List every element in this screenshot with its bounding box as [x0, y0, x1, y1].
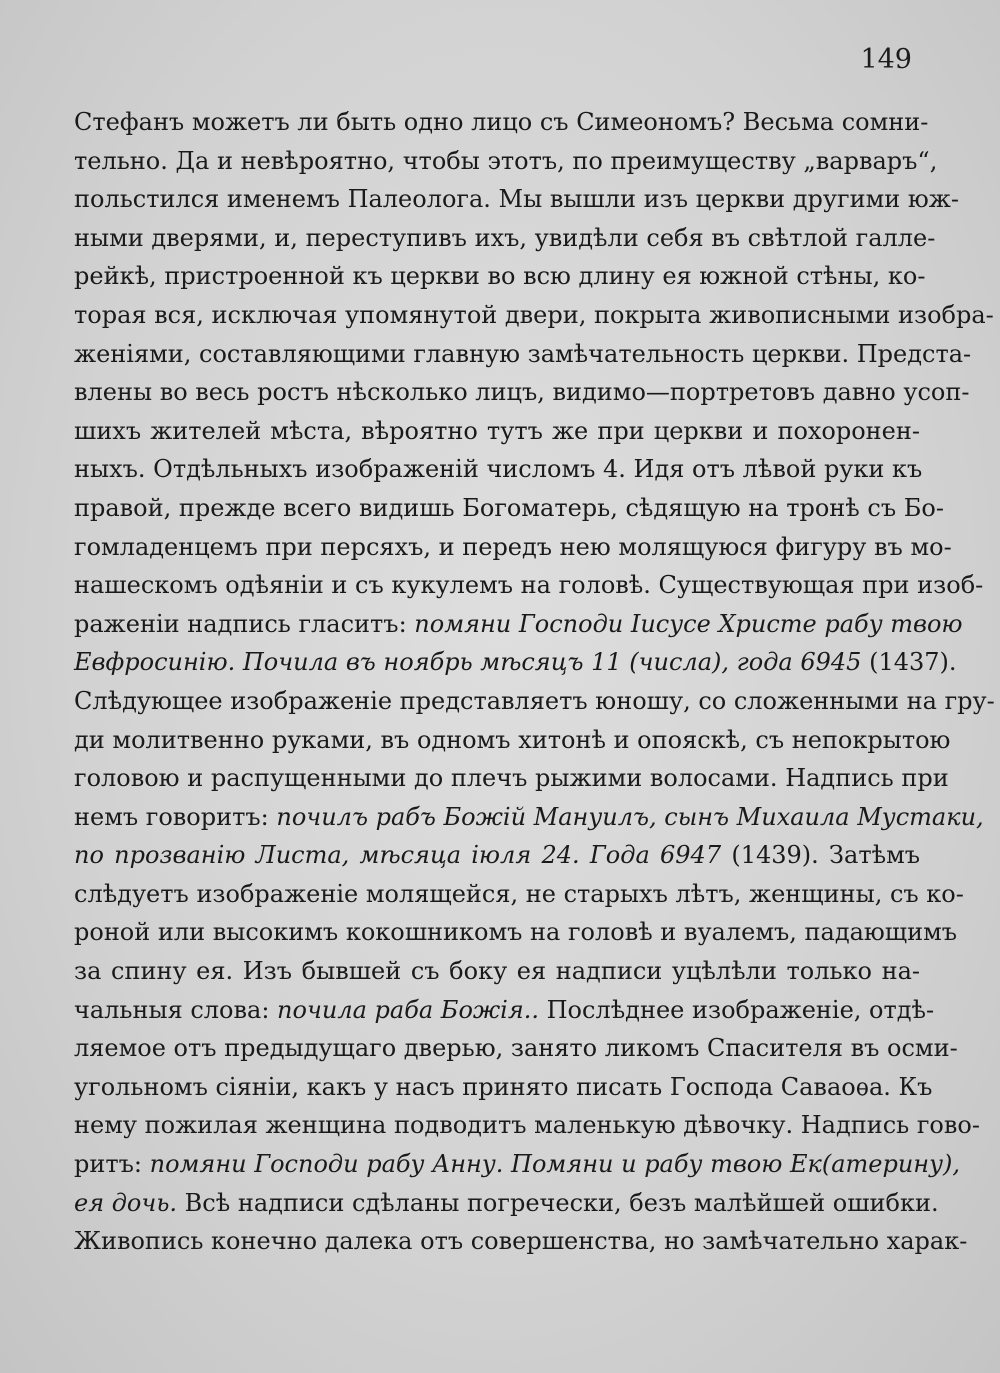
text-line: [74, 605, 963, 644]
text-line: [74, 1029, 958, 1068]
text-segment: чальныя слова:: [74, 995, 278, 1024]
text-line: [74, 142, 938, 181]
text-segment: раженіи надпись гласитъ:: [74, 609, 415, 638]
text-segment: Слѣдующее изображеніе представляетъ юношу, со сложенными на гру-: [74, 686, 995, 715]
text-segment: немъ говоритъ:: [74, 802, 277, 831]
text-line: [74, 643, 957, 682]
text-line: [74, 219, 936, 258]
text-line: [74, 450, 923, 489]
text-segment: ди молитвенно руками, въ одномъ хитонѣ и опояскѣ, съ непокрытою: [74, 725, 951, 754]
text-line: [74, 1222, 968, 1261]
text-segment: польстился именемъ Палеолога. Мы вышли изъ церкви другими юж-: [74, 185, 959, 214]
text-line: [74, 1106, 980, 1145]
text-line: [74, 836, 920, 875]
text-segment: Живопись конечно далека отъ совершенства, но замѣчательно харак-: [74, 1227, 968, 1256]
text-line: [74, 335, 972, 374]
page-number: 149: [860, 44, 912, 75]
text-line: [74, 798, 984, 837]
text-line: [74, 296, 994, 335]
text-segment: ныхъ. Отдѣльныхъ изображеній числомъ 4. Идя отъ лѣвой руки къ: [74, 455, 923, 484]
text-segment: влены во весь ростъ нѣсколько лицъ, видимо—портретовъ давно усоп-: [74, 378, 970, 407]
text-segment: (1437).: [861, 648, 957, 677]
text-segment: угольномъ сіяніи, какъ у насъ принято писать Господа Саваоѳа. Къ: [74, 1072, 933, 1101]
italic-inscription: помяни Господи рабу Анну. Помяни и рабу твою Ек(атерину),: [149, 1150, 961, 1179]
text-segment: (1439). Затѣмъ: [721, 841, 920, 870]
text-segment: женіями, составляющими главную замѣчательность церкви. Предста-: [74, 339, 972, 368]
text-segment: Стефанъ можетъ ли быть одно лицо съ Симеономъ? Весьма сомни-: [74, 108, 929, 136]
text-segment: нему пожилая женщина подводитъ маленькую дѣвочку. Надпись гово-: [74, 1111, 980, 1140]
text-segment: тельно. Да и невѣроятно, чтобы этотъ, по преимуществу „варваръ“,: [74, 146, 938, 175]
italic-inscription: Евфросинію. Почила въ ноябрь мѣсяцъ 11 (числа), года 6945: [74, 648, 862, 677]
text-segment: гомладенцемъ при персяхъ, и передъ нею молящуюся фигуру въ мо-: [74, 532, 952, 561]
text-segment: слѣдуетъ изображеніе молящейся, не старыхъ лѣтъ, женщины, съ ко-: [74, 879, 964, 908]
italic-inscription: почилъ рабъ Божій Мануилъ, сынъ Михаила Мустаки,: [276, 802, 984, 831]
text-line: [74, 180, 959, 219]
italic-inscription: по прозванію Листа, мѣсяца іюля 24. Года 6947: [74, 841, 722, 870]
text-segment: ритъ:: [74, 1150, 150, 1179]
text-segment: нашескомъ одѣяніи и съ кукулемъ на головѣ. Существующая при изоб-: [74, 571, 984, 600]
text-line: [74, 913, 958, 952]
text-line: [74, 489, 944, 528]
italic-inscription: помяни Господи Іисусе Христе рабу твою: [414, 609, 963, 638]
text-segment: Послѣднее изображеніе, отдѣ-: [539, 995, 935, 1024]
text-segment: рейкѣ, пристроенной къ церкви во всю длину ея южной стѣны, ко-: [74, 262, 926, 291]
text-segment: головою и распущенными до плечъ рыжими волосами. Надпись при: [74, 764, 949, 793]
text-segment: Всѣ надписи сдѣланы погречески, безъ малѣйшей ошибки.: [177, 1188, 939, 1217]
italic-inscription: почила раба Божія..: [277, 995, 539, 1024]
text-line: [74, 1068, 933, 1107]
text-line: [74, 1145, 961, 1184]
text-line: [74, 257, 926, 296]
text-line: [74, 373, 970, 412]
text-line: [74, 528, 952, 567]
text-line: [74, 952, 920, 991]
text-line: [74, 566, 984, 605]
text-line: [74, 682, 995, 721]
body-text: [74, 103, 995, 1261]
text-segment: шихъ жителей мѣста, вѣроятно тутъ же при церкви и похоронен-: [74, 416, 920, 445]
text-segment: ляемое отъ предыдущаго дверью, занято ликомъ Спасителя въ осми-: [74, 1034, 958, 1063]
text-line: [74, 412, 920, 451]
text-segment: торая вся, исключая упомянутой двери, покрыта живописными изобра-: [74, 300, 994, 329]
text-segment: ными дверями, и, переступивъ ихъ, увидѣли себя въ свѣтлой галле-: [74, 223, 936, 252]
text-line: [74, 1184, 939, 1223]
text-line: [74, 759, 949, 798]
text-line: [74, 103, 929, 142]
text-line: [74, 991, 935, 1030]
text-segment: правой, прежде всего видишь Богоматерь, сѣдящую на тронѣ съ Бо-: [74, 493, 944, 522]
italic-inscription: ея дочь.: [74, 1188, 178, 1217]
text-line: [74, 875, 964, 914]
text-line: [74, 721, 951, 760]
text-segment: роной или высокимъ кокошникомъ на головѣ и вуалемъ, падающимъ: [74, 918, 958, 947]
text-segment: за спину ея. Изъ бывшей съ боку ея надписи уцѣлѣли только на-: [74, 957, 920, 986]
